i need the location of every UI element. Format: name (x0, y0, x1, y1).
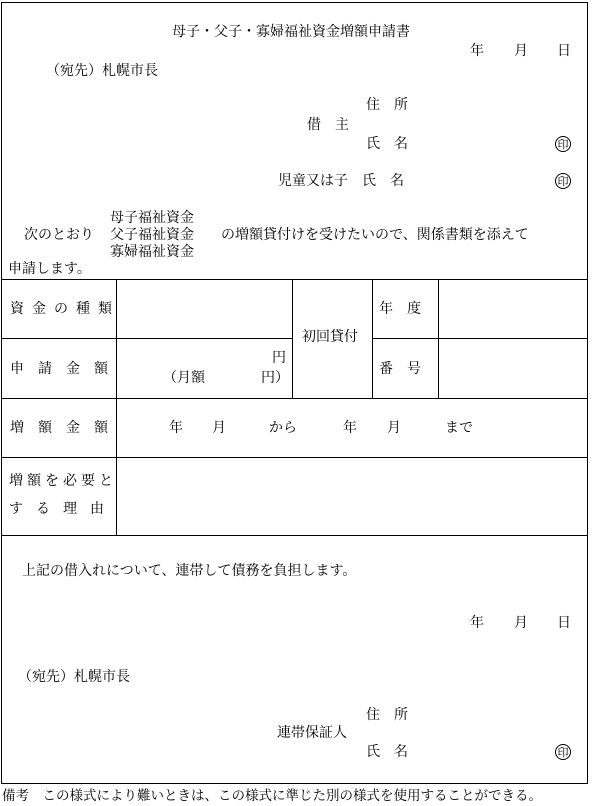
seal-icon: 印 (555, 173, 571, 189)
fund-option-3: 寡婦福祉資金 (110, 244, 194, 260)
reason-label-line2: する理由 (9, 501, 117, 517)
date-day: 日 (557, 43, 571, 59)
guarantor-statement: 上記の借入れについて、連帯して債務を負担します。 (22, 563, 357, 579)
borrower-name-label: 氏 名 (366, 136, 408, 152)
number-label: 番 号 (379, 361, 421, 377)
date-year: 年 (470, 43, 484, 59)
table-rule (2, 535, 588, 536)
date-year: 年 (470, 615, 484, 631)
fund-option-1: 母子福祉資金 (110, 210, 194, 226)
guarantor-address-label: 住 所 (366, 707, 408, 723)
statement-line2: 申請します。 (8, 261, 91, 277)
guarantor-addressee: （宛先）札幌市長 (18, 669, 130, 685)
period-to: まで (445, 420, 473, 436)
first-loan-label: 初回貸付 (302, 329, 358, 345)
table-rule (292, 279, 293, 398)
reason-label-line1: 増額を必要と (9, 473, 117, 489)
fund-type-label: 資金の種類 (10, 301, 120, 317)
period-year-2: 年 (343, 420, 357, 436)
table-rule (372, 279, 373, 398)
addressee: （宛先）札幌市長 (46, 63, 158, 79)
seal-icon: 印 (555, 136, 571, 152)
monthly-amount: （月額 円） (163, 370, 289, 386)
yen-unit: 円 (272, 350, 286, 366)
increase-amount-label: 増額金額 (10, 420, 122, 436)
table-rule (372, 338, 588, 339)
child-name-label: 児童又は子 氏 名 (278, 173, 404, 189)
apply-amount-label: 申請金額 (10, 361, 122, 377)
period-year-1: 年 (169, 420, 183, 436)
statement-prefix: 次のとおり (24, 227, 94, 243)
borrower-address-label: 住 所 (366, 97, 408, 113)
period-month-1: 月 (212, 420, 226, 436)
period-month-2: 月 (387, 420, 401, 436)
table-rule (438, 279, 439, 398)
period-from: から (269, 420, 297, 436)
date-month: 月 (514, 43, 528, 59)
table-rule (116, 279, 117, 535)
seal-icon: 印 (555, 744, 571, 760)
table-rule (2, 398, 588, 399)
table-rule (2, 457, 588, 458)
table-rule (2, 338, 292, 339)
form-frame (1, 2, 588, 784)
footnote: 備考 この様式により難いときは、この様式に準じた別の様式を使用することができる。 (2, 788, 542, 804)
borrower-label: 借 主 (307, 117, 349, 133)
fund-option-2: 父子福祉資金 (110, 227, 194, 243)
form-title: 母子・父子・寡婦福祉資金増額申請書 (172, 24, 410, 40)
table-rule (2, 279, 588, 280)
fiscal-year-label: 年 度 (379, 301, 421, 317)
date-day: 日 (557, 615, 571, 631)
date-month: 月 (514, 615, 528, 631)
guarantor-label: 連帯保証人 (277, 725, 347, 741)
guarantor-name-label: 氏 名 (366, 744, 408, 760)
statement-suffix: の増額貸付けを受けたいので、関係書類を添えて (221, 227, 529, 243)
